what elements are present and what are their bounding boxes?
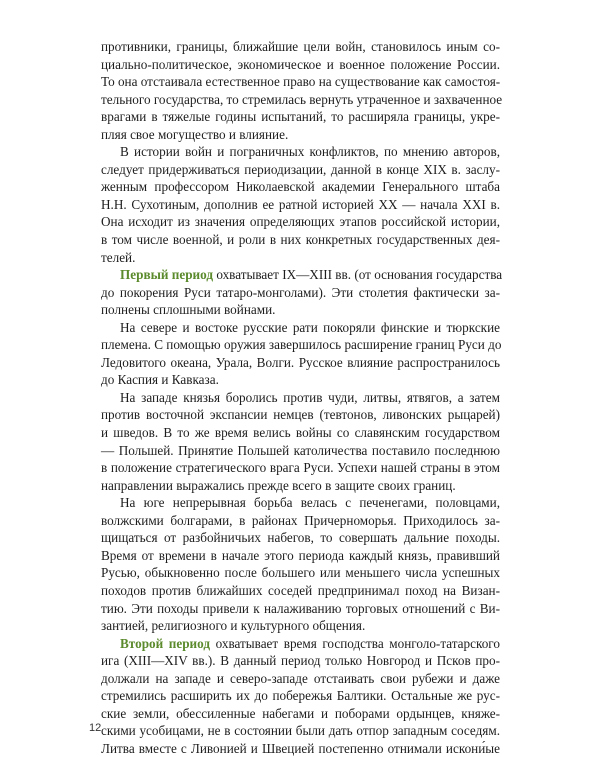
text-line: женным профессором Николаевской академии Генерального штаба [101, 179, 500, 195]
paragraph-5 [101, 389, 500, 494]
text-line: Русью, обыкновенно после большего или меньшего числа успешных [101, 565, 500, 581]
paragraph-1 [101, 38, 503, 143]
period-term: Второй период [120, 635, 211, 651]
text-line: ские земли, обессиленные набегами и поборами ордынцев, княже- [101, 705, 500, 721]
text-line [101, 635, 500, 653]
text-line: Н.Н. Сухотиным, дополнив ее ратной историей XX — начала XXI в. [101, 196, 500, 212]
text-line: тельного государства, то стремилась вернуть утраченное и захваченное [101, 91, 503, 107]
text-line: племена. С помощью оружия завершилось расширение границ Руси до [101, 337, 502, 353]
text-line: Литва вместе с Ливонией и Швецией постепенно отнимали искони́ые [101, 740, 500, 756]
page-number: 12 [89, 722, 102, 734]
text-line: в положение стратегического врага Руси. Успехи нашей страны в этом [101, 460, 500, 476]
text-line: врагами в тяжелые годины испытаний, то расширяла границы, укре- [101, 109, 500, 125]
text-line-rest: охватывает время господства монголо-татарского [210, 635, 500, 651]
text-line: и шведов. В то же время велись войны со славянским государством [101, 425, 500, 441]
text-line: противники, границы, ближайшие цели войн, становилось иным со- [101, 39, 500, 54]
text-line [101, 266, 503, 284]
text-line: полнены сплошными войнами. [101, 302, 276, 318]
text-line: В истории войн и пограничных конфликтов, по мнению авторов, [120, 144, 500, 160]
text-line: — Польшей. Принятие Польшей католичества поставило последнюю [101, 442, 500, 458]
paragraph-6 [101, 494, 500, 634]
text-line: против восточной экспансии немцев (тевтонов, ливонских рыцарей) [101, 407, 500, 423]
text-line: То она отстаивала естественное право на существование как самостоя- [101, 74, 501, 90]
text-line: стремились расширить их до побережья Балтики. Остальные же рус- [101, 688, 500, 704]
text-line: щищаться от разбойничьих набегов, то совершать дальние походы. [101, 530, 500, 546]
text-line: скими усобицами, не в состоянии были дать отпор западным соседям. [101, 723, 500, 739]
text-line: Ледовитого океана, Урала, Волги. Русское влияние распространилось [101, 354, 500, 370]
text-line: телей. [101, 249, 136, 265]
text-line: следует придерживаться периодизации, данной в конце XIX в. заслу- [101, 161, 500, 177]
text-line: На севере и востоке русские рати покоряли финские и тюркские [120, 319, 500, 335]
text-line: На юге непрерывная борьба велась с печенегами, половцами, [120, 495, 500, 511]
text-line-rest: охватывает IX—XIII вв. (от основания государства [213, 267, 503, 283]
text-line: Она исходит из значения определяющих этапов российской истории, [101, 214, 500, 230]
text-line: На западе князья боролись против чуди, литвы, ятвягов, а затем [120, 389, 500, 405]
text-line: пляя свое могущество и влияние. [101, 126, 289, 142]
text-line: должали на западе и северо-западе отстаивать свои рубежи и даже [101, 670, 500, 686]
page-text [101, 38, 503, 757]
text-line: до Каспия и Кавказа. [101, 372, 219, 388]
text-line: ига (XIII—XIV вв.). В данный период только Новгород и Псков про- [101, 653, 500, 669]
text-line: походов против ближайших соседей предпринимал поход на Визан- [101, 582, 500, 598]
paragraph-2 [101, 143, 500, 266]
paragraph-second-period [101, 635, 500, 757]
text-line: Время от времени в начале этого периода каждый князь, правивший [101, 547, 500, 563]
text-line: зантией, религиозного и культурного общения. [101, 618, 366, 634]
paragraph-first-period [101, 266, 503, 319]
text-line: до покорения Руси татаро-монголами). Эти столетия фактически за- [101, 284, 500, 300]
text-line: в том числе военной, и роли в них конкретных государственных дея- [101, 232, 500, 248]
text-line: тию. Эти походы привели к налаживанию торговых отношений с Ви- [101, 600, 500, 616]
text-line: циально-политическое, экономическое и военное положение России. [101, 56, 500, 72]
text-line: направлении выражались прежде всего в защите своих границ. [101, 477, 456, 493]
period-term: Первый период [120, 267, 214, 283]
paragraph-4 [101, 319, 500, 389]
text-line: волжскими болгарами, в районах Причерноморья. Приходилось за- [101, 512, 500, 528]
